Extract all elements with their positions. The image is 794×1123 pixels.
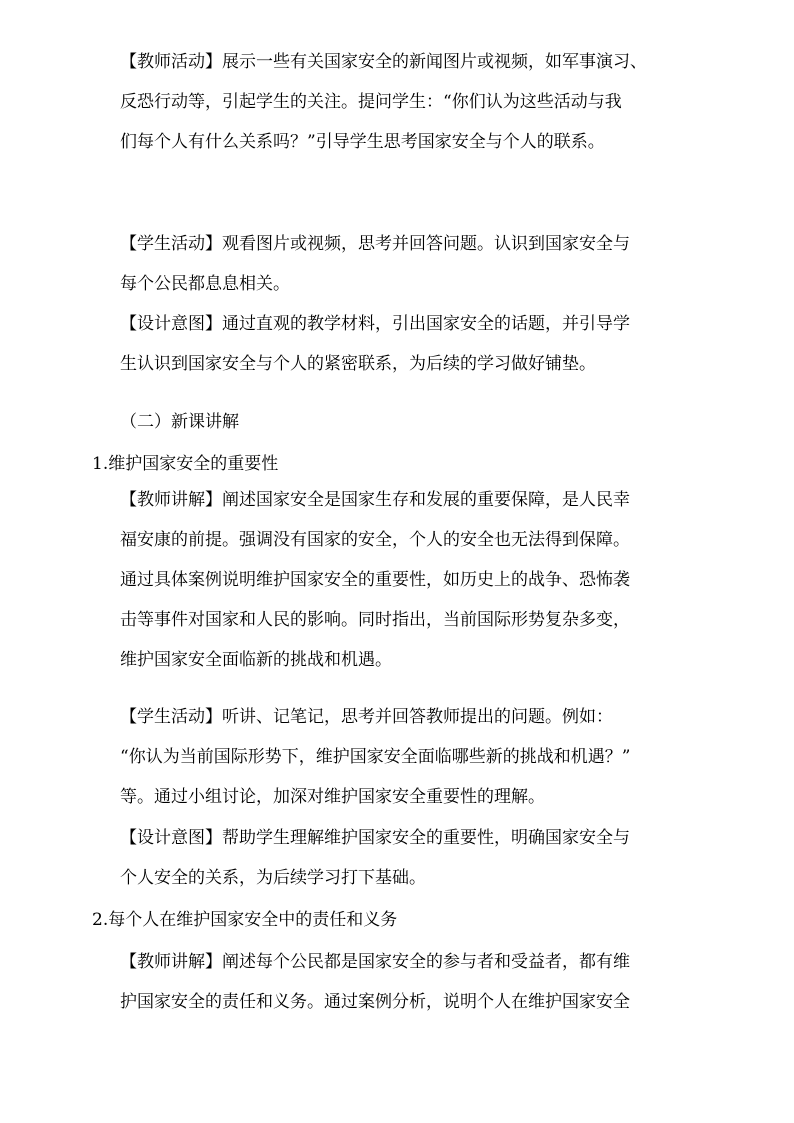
item1-teacher-lecture xyxy=(120,480,630,680)
intro-teacher-line-2: 反恐行动等，引起学生的关注。提问学生：“你们认为这些活动与我 xyxy=(120,92,622,112)
item1-student-line-3: 等。通过小组讨论，加深对维护国家安全重要性的理解。 xyxy=(120,787,545,807)
item2-teacher-line-2: 护国家安全的责任和义务。通过案例分析，说明个人在维护国家安全 xyxy=(120,992,630,1012)
item1-teacher-line-4: 击等事件对国家和人民的影响。同时指出，当前国际形势复杂多变， xyxy=(120,610,630,630)
item2-heading-text: 2.每个人在维护国家安全中的责任和义务 xyxy=(92,910,398,930)
intro-teacher-line-3: 们每个人有什么关系吗？”引导学生思考国家安全与个人的联系。 xyxy=(120,132,605,152)
item1-design-line-2: 个人安全的关系，为后续学习打下基础。 xyxy=(120,868,426,888)
item1-teacher-line-5: 维护国家安全面临新的挑战和机遇。 xyxy=(120,650,392,670)
section-title-text: （二）新课讲解 xyxy=(120,412,239,432)
intro-student-line-2: 每个公民都息息相关。 xyxy=(120,274,290,294)
item1-heading-text: 1.维护国家安全的重要性 xyxy=(92,454,279,474)
intro-student-line-1: 【学生活动】观看图片或视频，思考并回答问题。认识到国家安全与 xyxy=(120,234,630,254)
item2-heading xyxy=(92,900,397,940)
item1-design-intent xyxy=(120,818,630,898)
intro-student-activity xyxy=(120,224,630,304)
intro-teacher-activity xyxy=(120,42,647,162)
intro-teacher-line-1: 【教师活动】展示一些有关国家安全的新闻图片或视频，如军事演习、 xyxy=(120,52,647,72)
section-title xyxy=(120,402,239,442)
item1-student-line-2: “你认为当前国际形势下，维护国家安全面临哪些新的挑战和机遇？” xyxy=(120,747,631,767)
intro-design-line-2: 生认识到国家安全与个人的紧密联系，为后续的学习做好铺垫。 xyxy=(120,354,596,374)
intro-design-intent xyxy=(120,304,630,384)
item1-design-line-1: 【设计意图】帮助学生理解维护国家安全的重要性，明确国家安全与 xyxy=(120,828,630,848)
item1-heading xyxy=(92,444,278,484)
item1-student-line-1: 【学生活动】听讲、记笔记，思考并回答教师提出的问题。例如： xyxy=(120,707,613,727)
item2-teacher-line-1: 【教师讲解】阐述每个公民都是国家安全的参与者和受益者，都有维 xyxy=(120,952,630,972)
item1-teacher-line-2: 福安康的前提。强调没有国家的安全，个人的安全也无法得到保障。 xyxy=(120,530,630,550)
intro-design-line-1: 【设计意图】通过直观的教学材料，引出国家安全的话题，并引导学 xyxy=(120,314,630,334)
item2-teacher-lecture xyxy=(120,942,630,1022)
item1-teacher-line-3: 通过具体案例说明维护国家安全的重要性，如历史上的战争、恐怖袭 xyxy=(120,570,630,590)
item1-teacher-line-1: 【教师讲解】阐述国家安全是国家生存和发展的重要保障，是人民幸 xyxy=(120,490,630,510)
item1-student-activity xyxy=(120,697,630,817)
